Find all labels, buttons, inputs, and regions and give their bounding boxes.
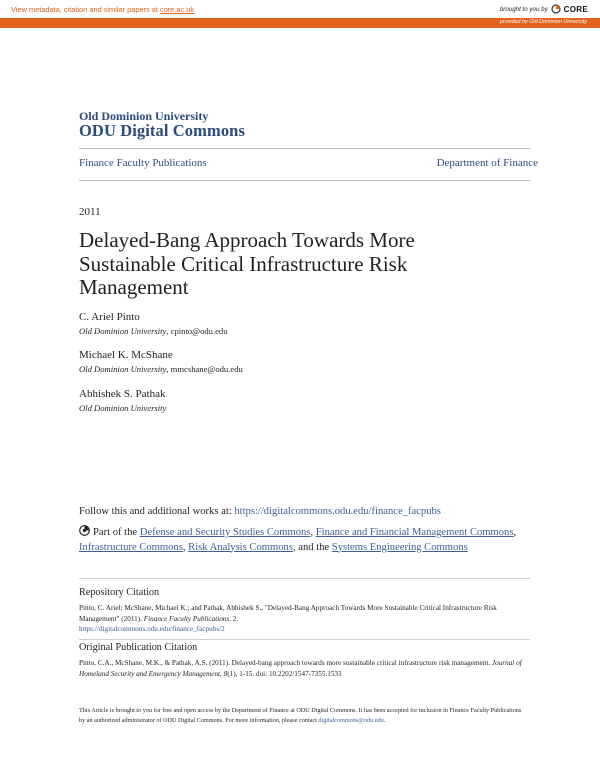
- commons-link[interactable]: Finance and Financial Management Commons: [315, 527, 514, 538]
- collection-link[interactable]: Finance Faculty Publications: [79, 157, 207, 169]
- article-title: Delayed-Bang Approach Towards More Sustainable Critical Infrastructure Risk Management: [79, 228, 415, 299]
- original-citation-body: Pinto, C.A., McShane, M.K., & Pathak, A.S. (2011). Delayed-bang approach towards more sustainable critical infrastructure risk management.: [79, 659, 491, 667]
- core-view-metadata[interactable]: [11, 5, 194, 14]
- author-email[interactable]: , mmcshane@odu.edu: [166, 364, 243, 374]
- commons-link[interactable]: Infrastructure Commons: [79, 541, 183, 553]
- core-brought-by[interactable]: [500, 4, 588, 14]
- divider: [79, 180, 530, 181]
- core-banner: [0, 0, 600, 18]
- follow-label: Follow this and additional works at:: [79, 506, 232, 517]
- core-brand: CORE: [563, 4, 588, 14]
- divider: [79, 148, 530, 149]
- part-of-commons: [79, 525, 519, 555]
- core-link[interactable]: core.ac.uk: [160, 5, 195, 14]
- core-brought-text: brought to you by: [499, 5, 548, 13]
- commons-link[interactable]: Systems Engineering Commons: [331, 541, 468, 553]
- citation-series: Finance Faculty Publications: [143, 614, 230, 623]
- divider: [79, 578, 530, 579]
- author-name: Michael K. McShane: [79, 349, 173, 361]
- separator: ,: [182, 541, 186, 553]
- original-citation-heading: Original Publication Citation: [79, 642, 198, 653]
- citation-url-link[interactable]: https://digitalcommons.odu.edu/finance_facpubs/2: [79, 625, 225, 633]
- author-name: Abhishek S. Pathak: [79, 388, 166, 400]
- original-citation-text: [79, 658, 524, 679]
- footer-end: .: [383, 717, 386, 725]
- citation-rest: (1), 1-15. doi: 10.2202/1547-7355.1533: [227, 669, 342, 678]
- contact-email-link[interactable]: digitalcommons@odu.edu: [318, 717, 384, 725]
- author-institution: Old Dominion University: [79, 403, 167, 413]
- author-affiliation: [79, 403, 166, 413]
- journal-name: Journal of Homeland Security and Emergency Management, 8: [79, 659, 522, 678]
- footer-notice: [79, 706, 529, 727]
- university-name[interactable]: Old Dominion University: [79, 109, 209, 123]
- separator: ,: [310, 527, 314, 538]
- author-email[interactable]: , cpinto@odu.edu: [166, 326, 228, 336]
- author-institution: Old Dominion University: [79, 326, 167, 336]
- repository-name[interactable]: ODU Digital Commons: [79, 121, 245, 140]
- repository-citation-text: [79, 603, 524, 635]
- bepress-logo-icon: [79, 525, 90, 536]
- provided-by-bar: [0, 18, 600, 28]
- commons-link[interactable]: Risk Analysis Commons: [188, 541, 293, 553]
- commons-link[interactable]: Defense and Security Studies Commons: [139, 527, 311, 538]
- publication-year: 2011: [79, 206, 101, 218]
- author-affiliation: [79, 364, 243, 374]
- core-view-text: View metadata, citation and similar papers at: [11, 5, 158, 14]
- author-institution: Old Dominion University: [79, 364, 167, 374]
- author-name: C. Ariel Pinto: [79, 311, 140, 323]
- part-of-label: Part of the: [93, 527, 138, 538]
- repository-citation-heading: Repository Citation: [79, 587, 160, 598]
- core-logo-icon: [551, 4, 561, 14]
- author-affiliation: [79, 326, 228, 336]
- citation-number: . 2.: [229, 614, 239, 623]
- follow-line: [79, 506, 441, 517]
- footer-text: This Article is brought to you for free and open access by the Department of Finance at ODU Digital Commons. It has been accepted for inclusion in Finance Faculty Publications by an authorized administrator of ODU Digital Commons. For more information, please contact: [79, 707, 522, 725]
- follow-url-link[interactable]: https://digitalcommons.odu.edu/finance_facpubs: [234, 506, 441, 517]
- and-the-text: , and the: [292, 541, 330, 553]
- citation-text: Pinto, C. Ariel; McShane, Michael K.; and Pathak, Abhishek S., "Delayed-Bang Approach Towards More Sustainable Critical Infrastructure Risk Management" (2011).: [79, 604, 497, 623]
- department-link[interactable]: Department of Finance: [436, 157, 538, 169]
- separator: ,: [513, 527, 517, 538]
- provided-by-text: provided by Old Dominion University: [499, 19, 587, 25]
- divider: [79, 639, 530, 640]
